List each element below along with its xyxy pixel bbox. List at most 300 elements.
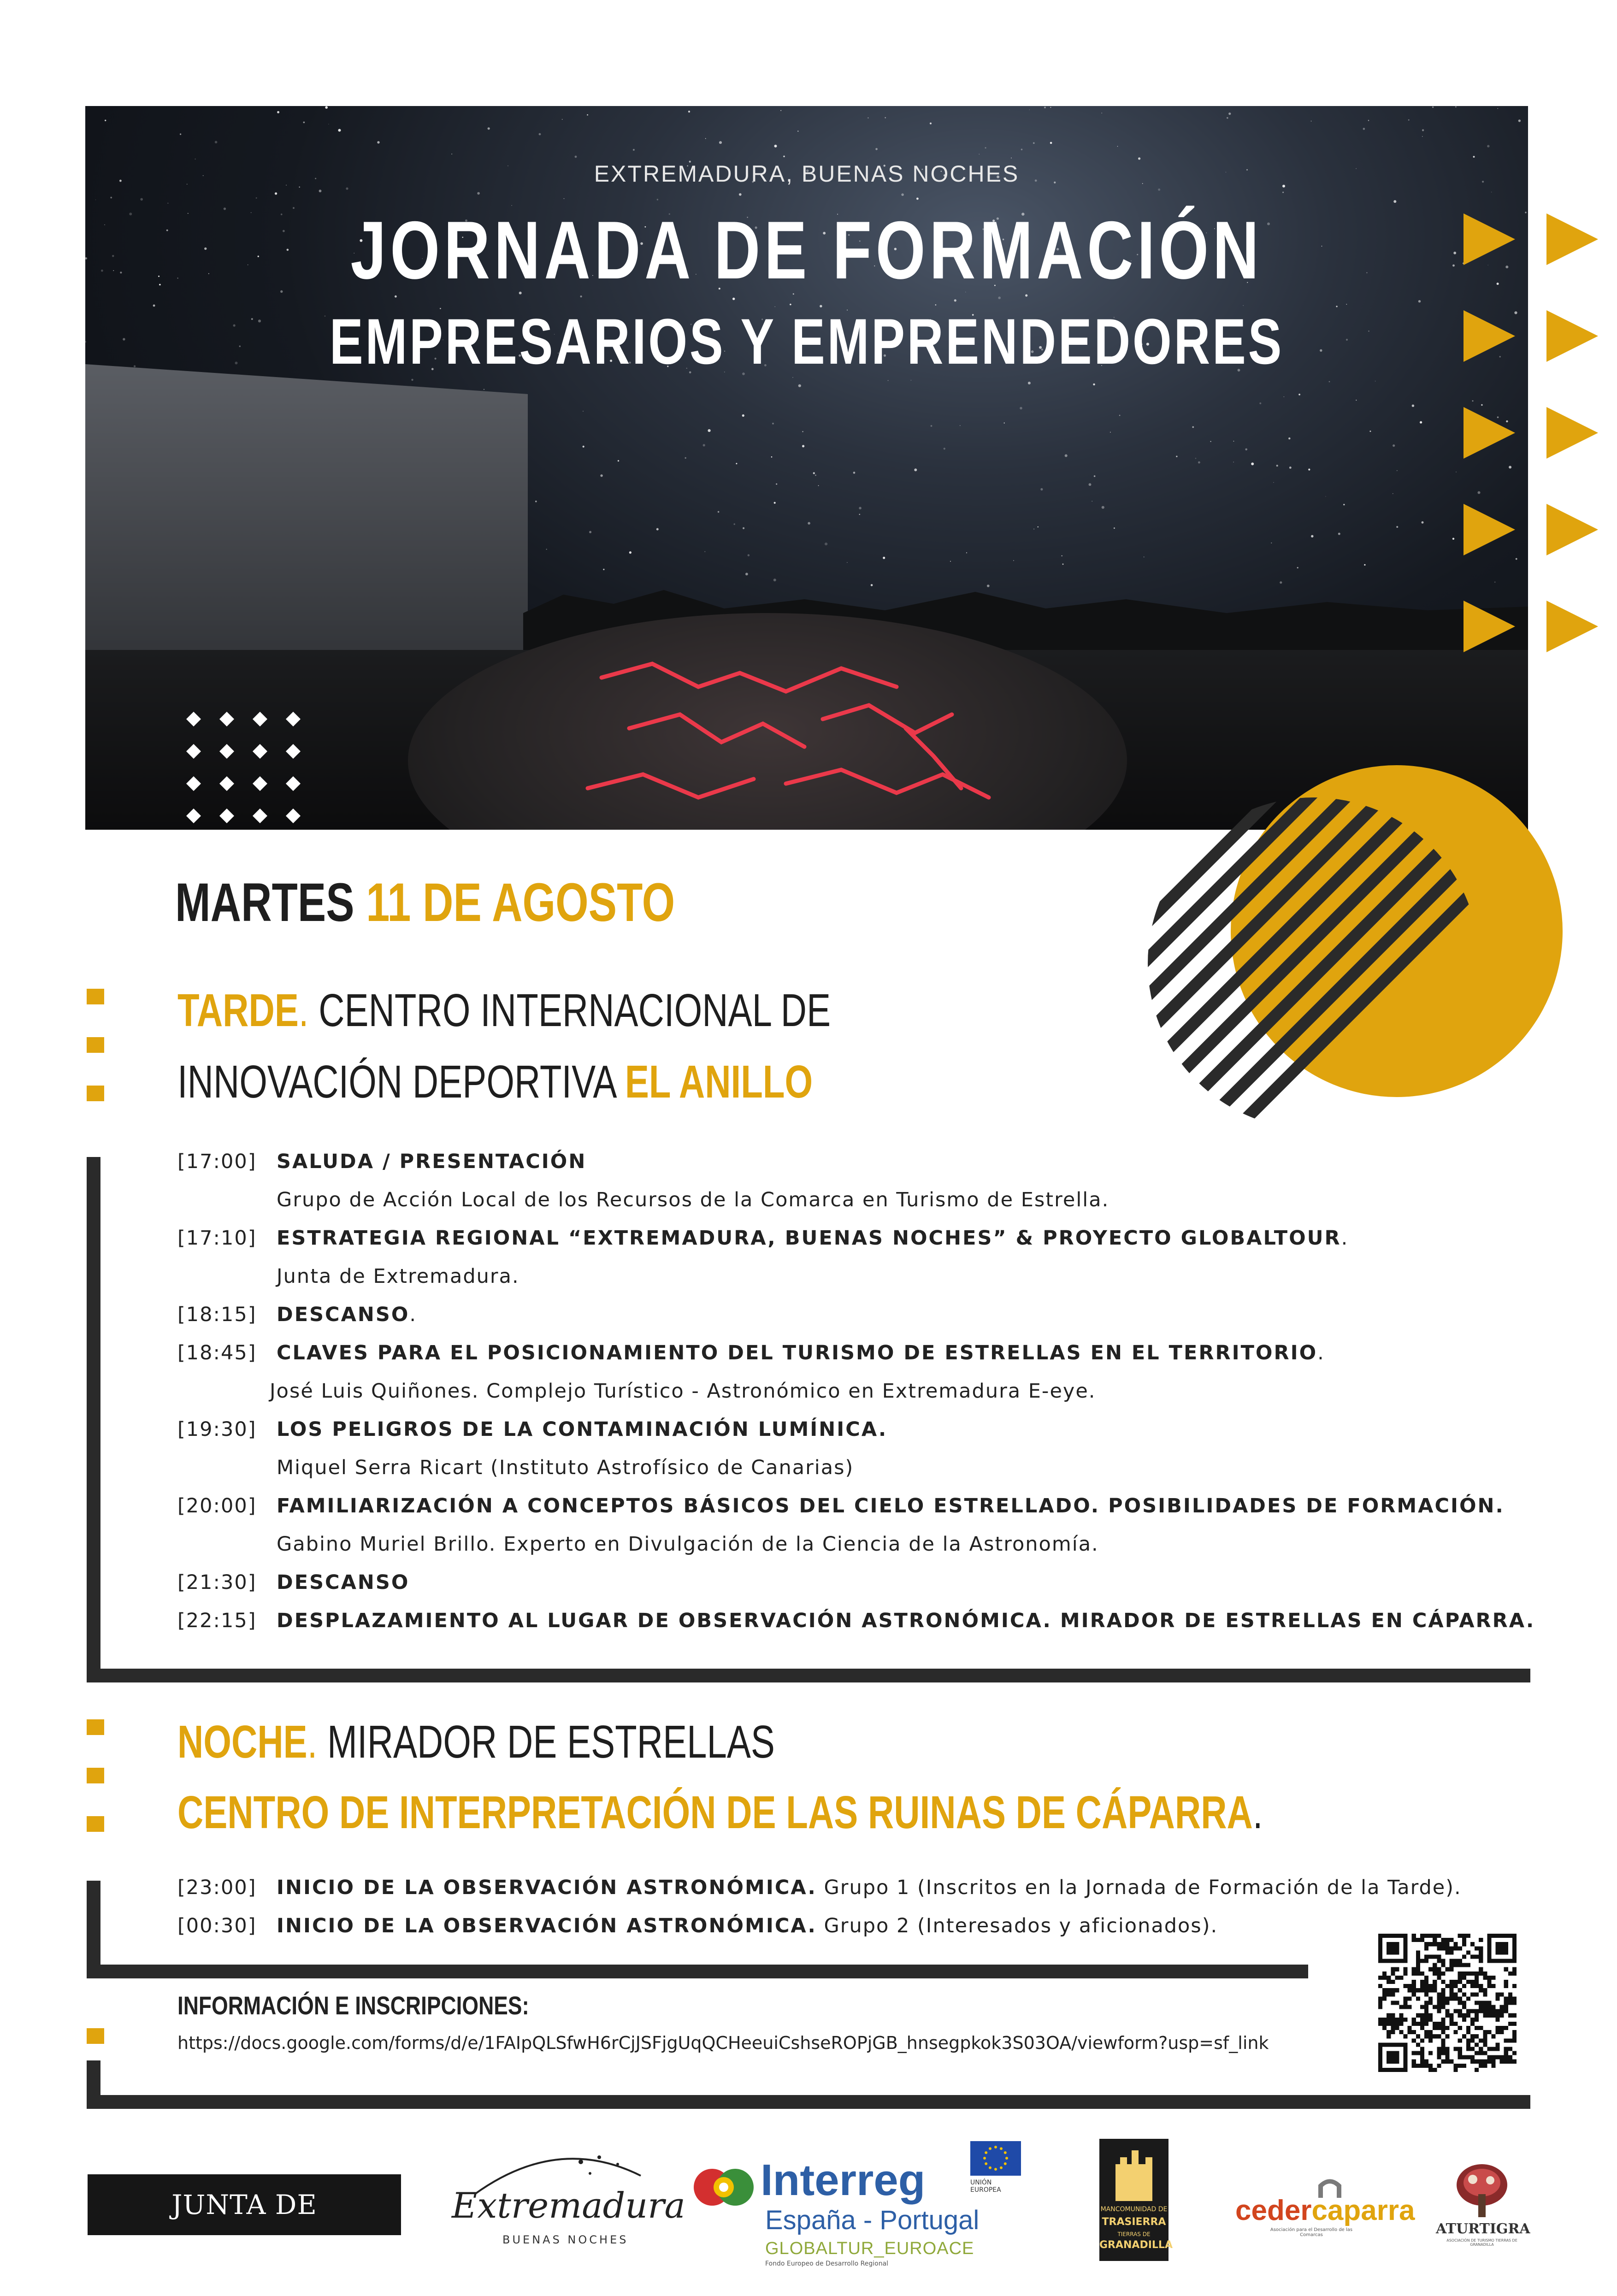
star [1494, 582, 1496, 583]
diamond [219, 712, 234, 726]
schedule-title: DESPLAZAMIENTO AL LUGAR DE OBSERVACIÓN ASTRONÓMICA. MIRADOR DE ESTRELLAS EN CÁPARRA. [277, 1609, 1535, 1632]
star [1259, 402, 1261, 404]
triangle-arrow-icon [1464, 504, 1515, 555]
star [1422, 521, 1424, 524]
schedule-title: CLAVES PARA EL POSICIONAMIENTO DEL TURISMO DE ESTRELLAS EN EL TERRITORIO [277, 1341, 1318, 1364]
star [1453, 252, 1456, 254]
schedule-row [177, 1418, 887, 1441]
diamond [219, 809, 234, 823]
star [1298, 394, 1300, 395]
star [1288, 437, 1290, 439]
triangle-arrow-icon [1464, 213, 1515, 265]
interreg-emblem-icon [691, 2164, 756, 2210]
schedule-detail-text: José Luis Quiñones. Complejo Turístico - Astronómico en Extremadura E-eye. [270, 1380, 1096, 1403]
star [657, 199, 658, 200]
star [1393, 444, 1395, 447]
star [140, 198, 143, 201]
night-venue-end: . [1252, 1787, 1263, 1838]
star [603, 569, 604, 570]
star [776, 484, 777, 485]
star [736, 463, 737, 464]
trasierra-line4: GRANADILLA [1099, 2239, 1173, 2251]
ceder-subtitle: Asociación para el Desarrollo de las Comarcas [1270, 2227, 1353, 2237]
star [987, 584, 990, 587]
star [1418, 300, 1421, 302]
schedule-time: [00:30] [177, 1914, 257, 1937]
star [629, 551, 631, 554]
castle-icon [1111, 2146, 1157, 2203]
aturtigra-logo [1436, 2162, 1528, 2254]
triangle-arrow-icon [1464, 310, 1515, 362]
schedule-title: ESTRATEGIA REGIONAL “EXTREMADURA, BUENAS NOCHES” & PROYECTO GLOBALTOUR [277, 1227, 1341, 1250]
star [277, 111, 279, 113]
star [1251, 462, 1254, 465]
star [885, 117, 886, 118]
star [798, 384, 801, 387]
star [985, 147, 986, 148]
star [303, 122, 305, 124]
star [377, 141, 379, 143]
star [743, 527, 744, 529]
star [1497, 283, 1499, 285]
star [944, 448, 945, 449]
star [688, 111, 690, 112]
diamond [186, 776, 201, 791]
aturtigra-name: ATURTIGRA [1436, 2221, 1530, 2237]
star [105, 120, 106, 121]
star [1089, 483, 1092, 486]
star [1509, 466, 1511, 469]
star [1050, 142, 1052, 144]
star [1273, 482, 1274, 483]
star [703, 444, 705, 446]
star [704, 551, 705, 552]
star [966, 552, 967, 553]
schedule-frame-bottom [87, 1669, 1530, 1682]
trasierra-line3: TIERRAS DE [1117, 2231, 1151, 2237]
schedule-title: LOS PELIGROS DE LA CONTAMINACIÓN LUMÍNICA. [277, 1418, 888, 1441]
schedule-time: [18:15] [177, 1303, 257, 1326]
star [208, 273, 209, 274]
star [1481, 404, 1483, 406]
qr-code[interactable] [1378, 1934, 1517, 2072]
star [275, 192, 277, 195]
star [1356, 400, 1357, 401]
diamond [253, 776, 267, 791]
bullet-square [87, 989, 104, 1004]
star [1396, 526, 1398, 528]
date-day: 11 DE AGOSTO [366, 872, 675, 933]
diamond [219, 776, 234, 791]
junta-extremadura-logo: JUNTA DE EXTREMADURA [88, 2174, 401, 2235]
triangle-arrow-icon [1464, 407, 1515, 459]
star [732, 298, 735, 300]
star [930, 123, 932, 124]
star [1192, 426, 1194, 428]
star [1020, 407, 1022, 410]
schedule-title: FAMILIARIZACIÓN A CONCEPTOS BÁSICOS DEL CIELO ESTRELLADO. POSIBILIDADES DE FORMACIÓN. [277, 1494, 1505, 1517]
star [1412, 405, 1414, 407]
schedule-time: [20:00] [177, 1494, 257, 1517]
star [319, 189, 322, 192]
night-frame-bottom [87, 1965, 1308, 1978]
interreg-project: GLOBALTUR_EUROACE [765, 2239, 974, 2258]
schedule-suffix: . [409, 1303, 417, 1326]
schedule-detail [277, 1188, 1109, 1211]
bullet-square [87, 1086, 104, 1101]
star [802, 431, 803, 432]
triangle-arrow-icon [1546, 407, 1598, 459]
star [931, 425, 932, 427]
star [113, 270, 114, 271]
star [748, 554, 750, 556]
star [1487, 145, 1489, 147]
star [742, 414, 744, 417]
star [1093, 384, 1095, 385]
star [718, 511, 720, 513]
star [1363, 128, 1365, 130]
star [1364, 564, 1365, 566]
star [1325, 496, 1326, 497]
star [188, 213, 189, 214]
schedule-suffix: . [1317, 1341, 1325, 1364]
interreg-logo [691, 2155, 1023, 2266]
diamond [186, 744, 201, 759]
star [1050, 107, 1051, 108]
schedule-row [177, 1150, 586, 1173]
star [1478, 491, 1481, 494]
hero-title: JORNADA DE FORMACIÓN [350, 204, 1263, 296]
star [1420, 421, 1422, 424]
star [1311, 535, 1313, 537]
schedule-row [177, 1303, 417, 1326]
star [104, 224, 105, 225]
star [771, 456, 773, 458]
schedule-detail-text: Junta de Extremadura. [277, 1265, 519, 1288]
schedule-title: SALUDA / PRESENTACIÓN [277, 1150, 587, 1173]
star [110, 197, 112, 199]
schedule-suffix: . [1341, 1227, 1349, 1250]
star [859, 507, 862, 510]
triangle-arrow-icon [1464, 601, 1515, 652]
star [546, 549, 547, 550]
afternoon-venue-line2: INNOVACIÓN DEPORTIVA [177, 1056, 625, 1108]
star [1013, 560, 1014, 561]
star [235, 362, 238, 365]
star [1368, 120, 1369, 121]
star [818, 485, 819, 486]
star [1473, 156, 1475, 158]
schedule-row [177, 1609, 1535, 1632]
star [1198, 461, 1200, 464]
afternoon-venue-name: EL ANILLO [625, 1056, 813, 1108]
date-weekday: MARTES [175, 872, 354, 933]
star [719, 141, 722, 144]
star [120, 272, 122, 273]
star [1297, 567, 1298, 568]
star [1452, 265, 1455, 267]
schedule-detail-text: Miquel Serra Ricart (Instituto Astrofísico de Canarias) [277, 1456, 854, 1479]
schedule-detail [277, 1456, 854, 1479]
star [847, 562, 848, 563]
schedule-row [177, 1914, 1218, 1937]
star [1102, 506, 1104, 509]
star [101, 270, 103, 272]
schedule-time: [19:30] [177, 1418, 257, 1441]
star [656, 528, 659, 531]
star [583, 446, 584, 448]
buenas-noches-tag: BUENAS NOCHES [502, 2233, 629, 2246]
star [783, 156, 785, 158]
star [618, 460, 619, 461]
star [1233, 441, 1234, 442]
star [1472, 400, 1474, 401]
interreg-region: España - Portugal [765, 2205, 980, 2235]
trasierra-line2: TRASIERRA [1102, 2216, 1166, 2228]
star [158, 276, 159, 277]
star [325, 106, 328, 109]
star [685, 457, 686, 459]
star [134, 365, 136, 367]
diamond [253, 744, 267, 759]
schedule-title: DESCANSO [277, 1303, 410, 1326]
night-heading-line2 [177, 1786, 1263, 1839]
star [1065, 454, 1068, 457]
diamond [286, 776, 301, 791]
schedule-time: [23:00] [177, 1876, 257, 1899]
star [859, 514, 861, 515]
star [1408, 119, 1410, 121]
star [1021, 149, 1023, 151]
star [1011, 158, 1012, 159]
afternoon-heading-line1: TARDE. CENTRO INTERNACIONAL DE [177, 985, 831, 1036]
star [875, 148, 878, 150]
star [477, 192, 480, 195]
star [1101, 112, 1102, 113]
schedule-time: [21:30] [177, 1571, 257, 1594]
eu-flag-icon [970, 2141, 1021, 2176]
star [901, 194, 904, 196]
star [1397, 470, 1398, 471]
star [1227, 117, 1228, 119]
extremadura-buenas-noches-logo [443, 2143, 685, 2249]
star [1028, 382, 1031, 384]
union-europea-label: UNIÓN EUROPEA [970, 2179, 1001, 2194]
star [705, 138, 706, 139]
schedule-title: INICIO DE LA OBSERVACIÓN ASTRONÓMICA. [277, 1914, 817, 1937]
star [338, 129, 341, 132]
star [239, 346, 241, 347]
star [802, 445, 804, 447]
star [1195, 458, 1197, 459]
star [159, 284, 161, 286]
schedule-title: DESCANSO [277, 1571, 410, 1594]
star [256, 197, 257, 199]
diamond [286, 809, 301, 823]
star [1393, 200, 1396, 203]
star [1038, 526, 1039, 527]
star [1422, 129, 1424, 131]
triangle-arrow-icon [1546, 601, 1598, 652]
schedule-row [177, 1876, 1462, 1899]
schedule-row [177, 1494, 1505, 1517]
star [1338, 533, 1340, 535]
star [871, 584, 873, 586]
star [815, 475, 816, 476]
star [346, 188, 348, 190]
star [1343, 504, 1345, 505]
star [797, 130, 799, 132]
star [1289, 466, 1292, 469]
star [1525, 212, 1526, 213]
star [177, 277, 178, 278]
star [813, 472, 815, 474]
building-silhouette [85, 364, 528, 696]
diamond [186, 809, 201, 823]
star [883, 557, 885, 559]
star [451, 153, 452, 154]
star [1044, 106, 1046, 108]
star [112, 255, 114, 257]
star [488, 127, 490, 130]
star [745, 573, 748, 576]
star [1491, 192, 1492, 193]
star [1062, 564, 1064, 565]
schedule-title: INICIO DE LA OBSERVACIÓN ASTRONÓMICA. [277, 1876, 817, 1899]
striped-circle-decoration [1120, 747, 1572, 1198]
star [1119, 415, 1121, 416]
star [808, 522, 810, 525]
night-venue-line1: MIRADOR DE ESTRELLAS [317, 1716, 775, 1768]
schedule-time: [22:15] [177, 1609, 257, 1632]
star [535, 501, 537, 502]
schedule-row [177, 1571, 409, 1594]
info-frame-bottom [87, 2095, 1530, 2109]
schedule-time: [17:00] [177, 1150, 257, 1173]
diamond [253, 712, 267, 726]
star [85, 341, 86, 343]
interreg-word: Interreg [761, 2155, 926, 2205]
star [1375, 381, 1376, 382]
star [583, 411, 584, 412]
bullet-square [87, 1037, 104, 1053]
schedule-detail-text: Grupo de Acción Local de los Recursos de la Comarca en Turismo de Estrella. [277, 1188, 1109, 1211]
star [1004, 423, 1005, 424]
night-venue-name: CENTRO DE INTERPRETACIÓN DE LAS RUINAS DE CÁPARRA [177, 1787, 1253, 1838]
star [1516, 558, 1517, 560]
star [1033, 529, 1034, 530]
star [1432, 106, 1434, 108]
triangle-arrow-icon [1546, 310, 1598, 362]
star [914, 468, 917, 471]
night-label: NOCHE [177, 1716, 307, 1768]
star [1329, 381, 1330, 383]
star [950, 561, 951, 562]
hero-kicker: EXTREMADURA, BUENAS NOCHES [594, 161, 1020, 187]
ceder-caparra-logo [1235, 2185, 1415, 2237]
night-heading-line1: NOCHE. MIRADOR DE ESTRELLAS [177, 1716, 775, 1768]
constellation-glow [546, 636, 1030, 830]
schedule-time: [17:10] [177, 1227, 257, 1250]
star [1245, 449, 1247, 451]
tree-emblem-icon [1454, 2162, 1510, 2219]
star [204, 248, 207, 250]
bullet-square [87, 1719, 104, 1735]
schedule-row [177, 1227, 1348, 1250]
star [853, 472, 856, 474]
star [1505, 266, 1508, 268]
star [954, 299, 956, 301]
star [411, 379, 413, 381]
diamond-pattern [182, 708, 311, 830]
star [1210, 441, 1211, 442]
star [1158, 189, 1160, 191]
star [564, 198, 565, 199]
star [1518, 119, 1521, 122]
diamond [186, 712, 201, 726]
star [708, 429, 711, 432]
star [167, 203, 168, 204]
star [1033, 142, 1035, 144]
schedule-detail [277, 1533, 1099, 1556]
star [888, 380, 889, 381]
schedule-time: [18:45] [177, 1341, 257, 1364]
star [1228, 112, 1231, 115]
star [166, 230, 168, 231]
trasierra-line1: MANCOMUNIDAD DE [1100, 2206, 1168, 2213]
schedule-suffix: Grupo 2 (Interesados y aficionados). [816, 1914, 1218, 1937]
star [1455, 106, 1457, 108]
schedule-detail-text: Gabino Muriel Brillo. Experto en Divulgación de la Ciencia de la Astronomía. [277, 1533, 1099, 1556]
star [85, 257, 87, 260]
diamond [219, 744, 234, 759]
afternoon-venue-line1: CENTRO INTERNACIONAL DE [308, 985, 831, 1036]
info-label: INFORMACIÓN E INSCRIPCIONES: [177, 1991, 529, 2020]
afternoon-heading-line2 [177, 1056, 813, 1109]
star [224, 207, 226, 210]
schedule-detail [270, 1380, 1096, 1403]
star [1369, 431, 1371, 432]
aturtigra-subtitle: ASOCIACIÓN DE TURISMO TIERRAS DE GRANADILLA [1446, 2238, 1517, 2247]
star [1094, 475, 1096, 477]
star [979, 154, 980, 155]
hero-banner [85, 106, 1528, 830]
star [1114, 527, 1115, 529]
star [1117, 146, 1118, 147]
star [539, 133, 541, 136]
ceder-word: ceder [1235, 2195, 1312, 2226]
star [1276, 465, 1278, 466]
schedule-frame-left [87, 1157, 100, 1682]
diamond [286, 744, 301, 759]
triangle-arrow-icon [1546, 504, 1598, 555]
schedule-suffix: Grupo 1 (Inscritos en la Jornada de Formación de la Tarde). [816, 1876, 1462, 1899]
star [562, 119, 563, 120]
triangle-arrow-icon [1546, 213, 1598, 265]
trasierra-logo [1099, 2139, 1173, 2261]
star [328, 124, 329, 125]
star [123, 338, 125, 340]
star [180, 134, 181, 135]
star [1280, 581, 1282, 584]
star [772, 423, 774, 425]
star [1040, 488, 1043, 490]
registration-link[interactable]: https://docs.google.com/forms/d/e/1FAIpQLSfwH6rCjJSFjgUqQCHeeuiCshseROPjGB_hnsegpkok3S03OA/viewform?usp=sf_link [177, 2033, 1269, 2053]
star [773, 578, 776, 581]
star [774, 145, 777, 148]
star [575, 156, 577, 158]
star [129, 212, 132, 215]
